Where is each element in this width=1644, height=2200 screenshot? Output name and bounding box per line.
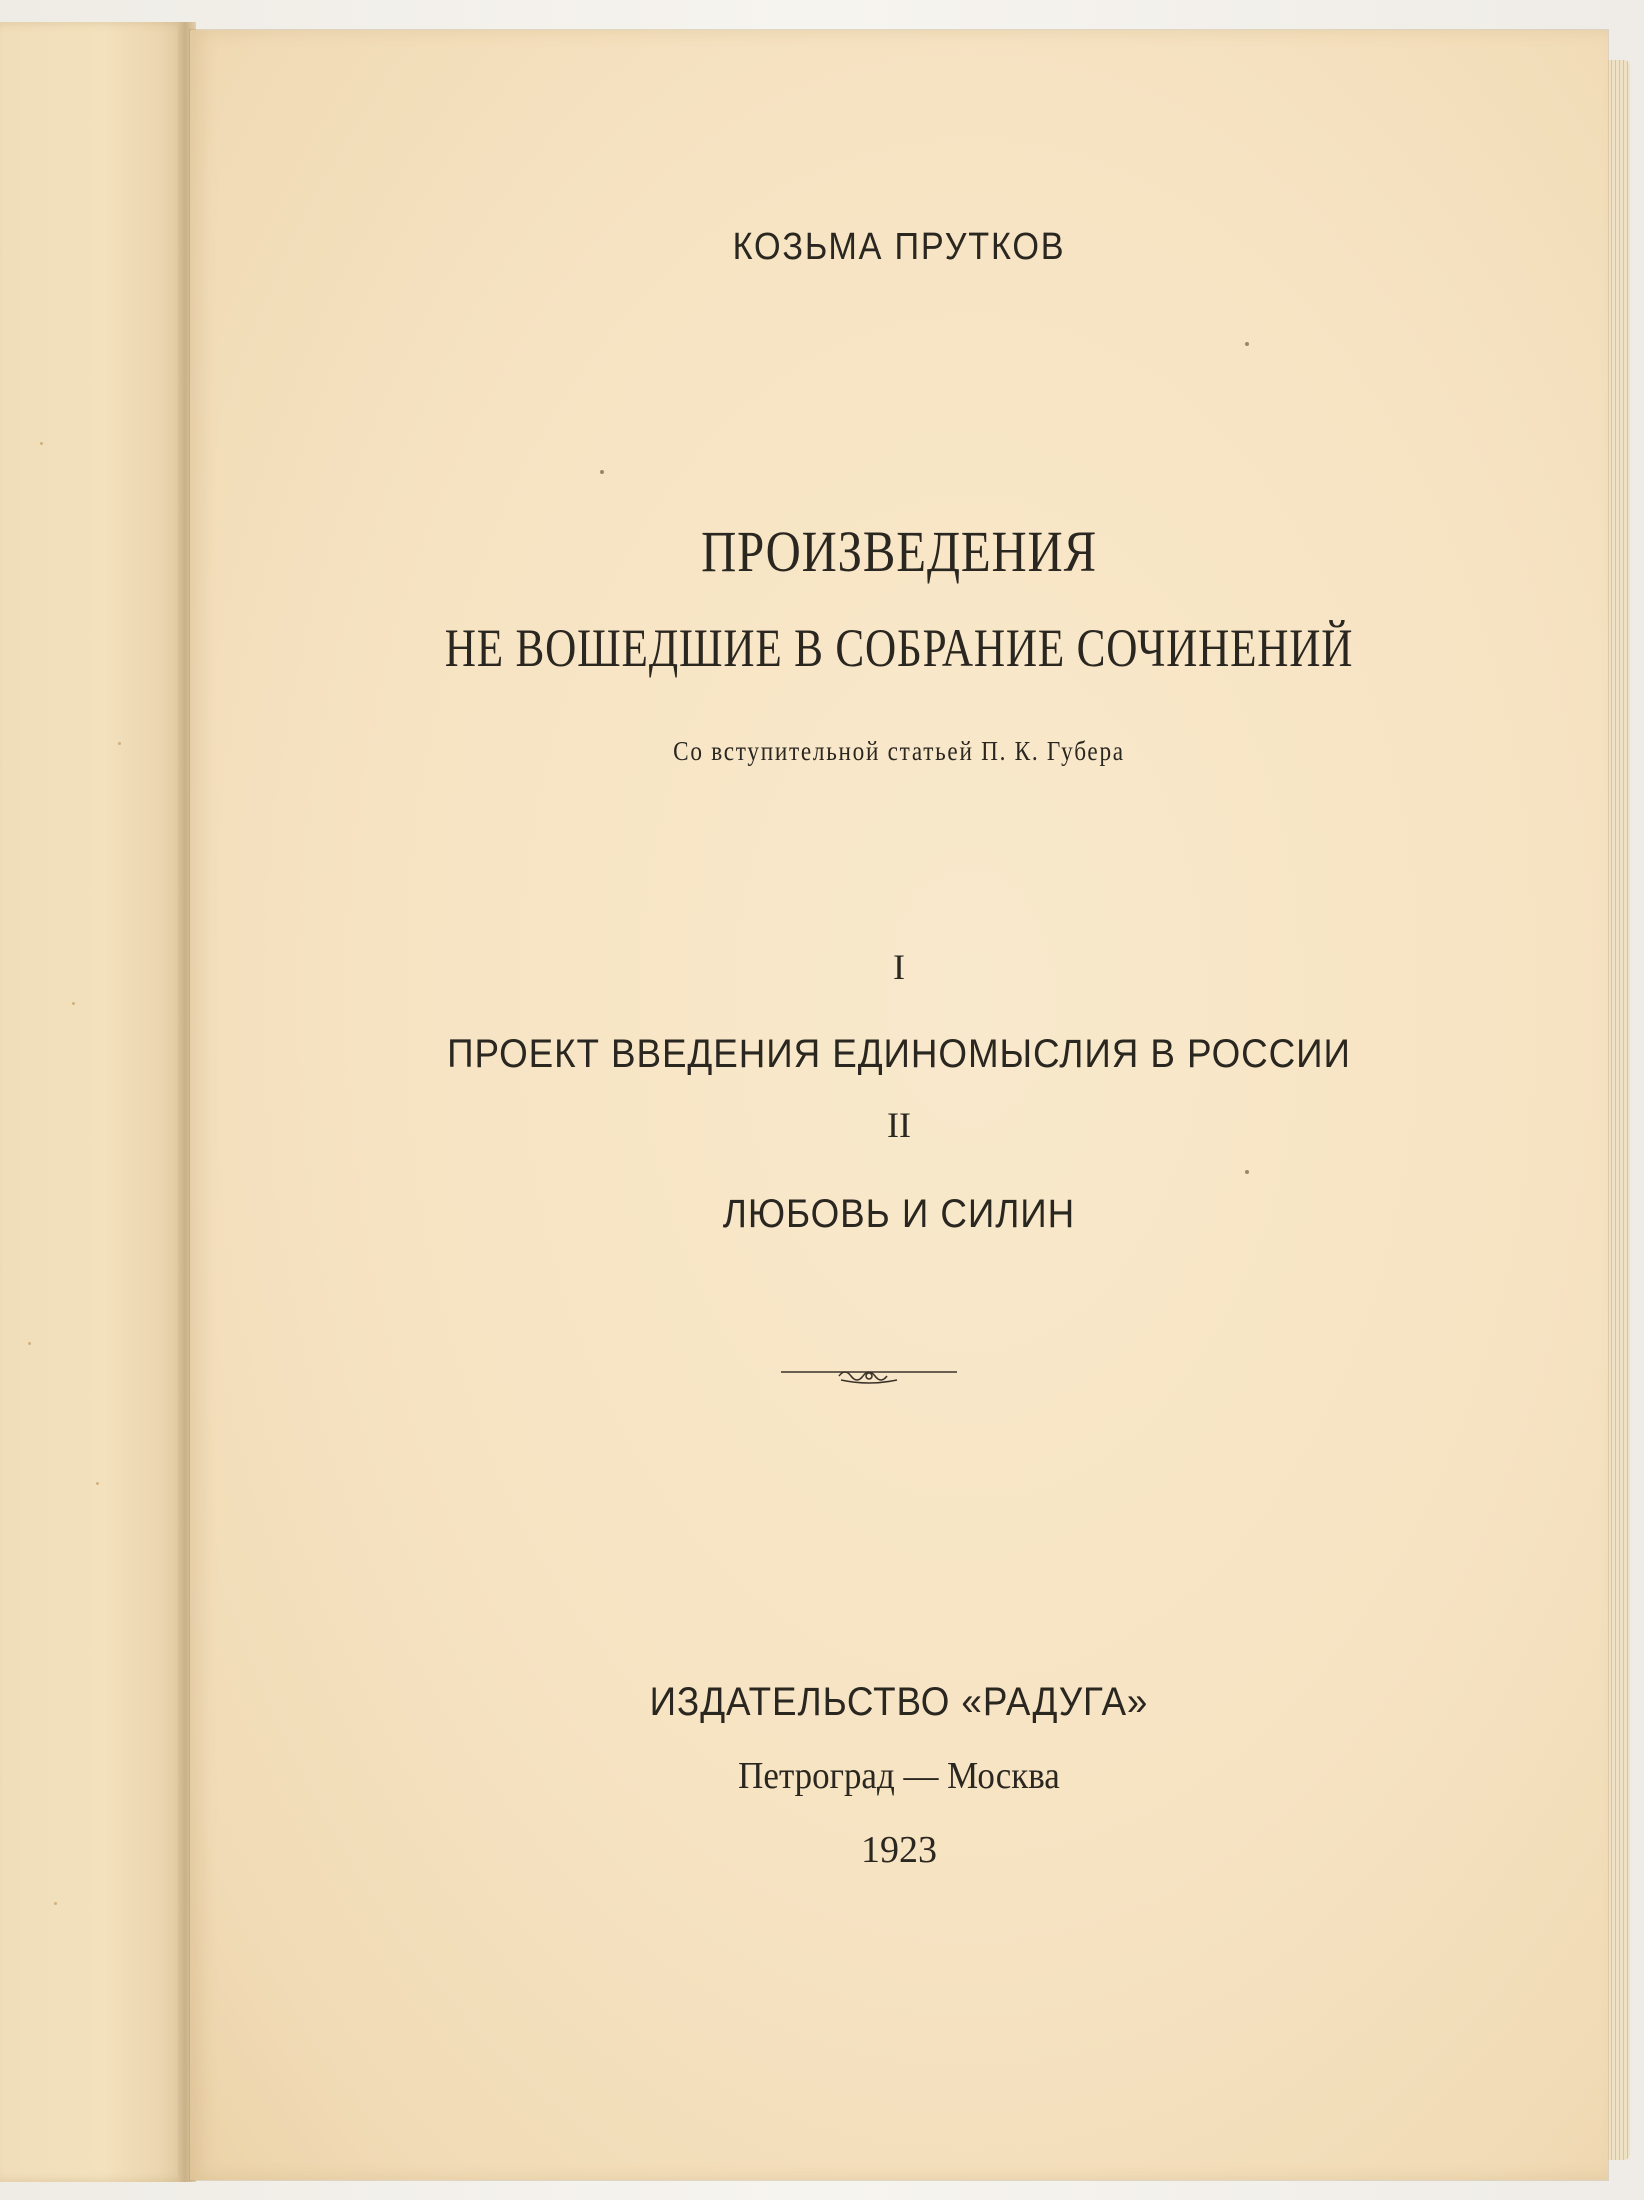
publisher-name: ИЗДАТЕЛЬСТВО «РАДУГА»	[649, 1680, 1149, 1724]
part-title: ЛЮБОВЬ И СИЛИН	[722, 1192, 1076, 1236]
paper-speck	[1245, 342, 1249, 346]
part-numeral: I	[893, 947, 905, 987]
author-name: КОЗЬМА ПРУТКОВ	[732, 226, 1066, 268]
publication-place: Петроград — Москва	[738, 1755, 1060, 1797]
book-subtitle: НЕ ВОШЕДШИЕ В СОБРАНИЕ СОЧИНЕНИЙ	[444, 618, 1354, 678]
ornament-rule-icon	[781, 1362, 957, 1386]
book-title: ПРОИЗВЕДЕНИЯ	[701, 519, 1097, 584]
paper-speck	[600, 470, 604, 474]
introduction-credit: Со вступительной статьей П. К. Губера	[673, 736, 1125, 766]
part-title: ПРОЕКТ ВВЕДЕНИЯ ЕДИНОМЫСЛИЯ В РОССИИ	[447, 1032, 1351, 1076]
previous-page-leaf	[0, 22, 190, 2182]
part-numeral: II	[887, 1105, 911, 1145]
title-page	[190, 30, 1608, 2180]
publication-year: 1923	[861, 1829, 937, 1871]
paper-speck	[1245, 1170, 1249, 1174]
